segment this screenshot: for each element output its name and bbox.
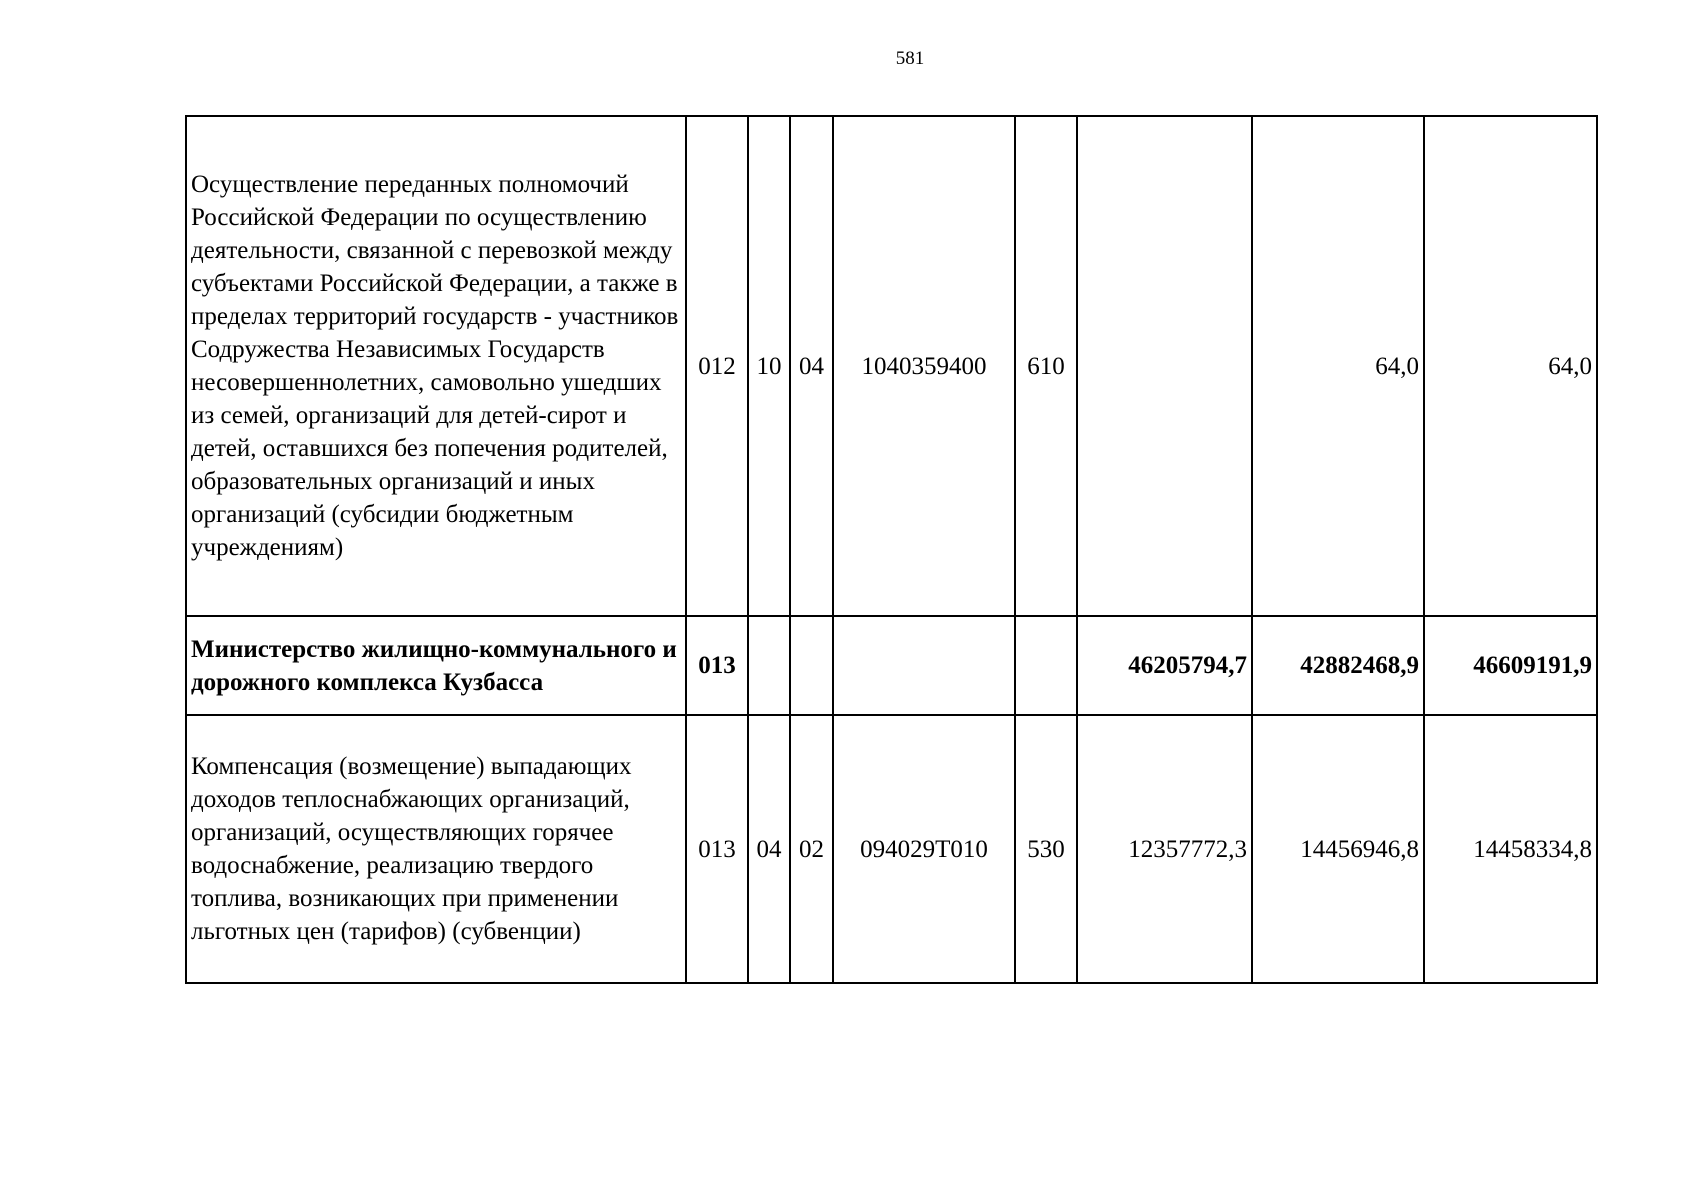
target-article-code: 1040359400 [833,116,1015,616]
ministry-code: 013 [686,715,748,983]
row-description: Компенсация (возмещение) выпадающих доходов теплоснабжающих организаций, организаций, осуществляющих горячее водоснабжение, реализацию твердого топлива, возникающих при применении льготных цен (тарифов) (субвенции) [186,715,686,983]
row-description: Осуществление переданных полномочий Российской Федерации по осуществлению деятельности, связанной с перевозкой между субъектами Российской Федерации, а также в пределах территорий государств - участников Содружества Независимых Государств несовершеннолетних, самовольно ушедших из семей, организаций для детей-сирот и детей, оставшихся без попечения родителей, образовательных организаций и иных организаций (субсидии бюджетным учреждениям) [186,116,686,616]
table-row [186,116,1597,616]
subsection-code: 04 [790,116,833,616]
section-code: 10 [748,116,790,616]
amount-year-2: 42882468,9 [1252,616,1424,715]
amount-year-3: 64,0 [1424,116,1597,616]
expense-type-code [1015,616,1077,715]
section-code [748,616,790,715]
target-article-code: 094029Т010 [833,715,1015,983]
subsection-code [790,616,833,715]
ministry-code: 013 [686,616,748,715]
page-number: 581 [895,48,925,69]
expense-type-code: 530 [1015,715,1077,983]
table-row [186,616,1597,715]
amount-year-2: 64,0 [1252,116,1424,616]
section-code: 04 [748,715,790,983]
amount-year-3: 46609191,9 [1424,616,1597,715]
row-description: Министерство жилищно-коммунального и дорожного комплекса Кузбасса [186,616,686,715]
table-row [186,715,1597,983]
amount-year-3: 14458334,8 [1424,715,1597,983]
amount-year-2: 14456946,8 [1252,715,1424,983]
amount-year-1: 12357772,3 [1077,715,1252,983]
budget-table [185,115,1598,984]
amount-year-1: 46205794,7 [1077,616,1252,715]
subsection-code: 02 [790,715,833,983]
expense-type-code: 610 [1015,116,1077,616]
ministry-code: 012 [686,116,748,616]
amount-year-1 [1077,116,1252,616]
target-article-code [833,616,1015,715]
